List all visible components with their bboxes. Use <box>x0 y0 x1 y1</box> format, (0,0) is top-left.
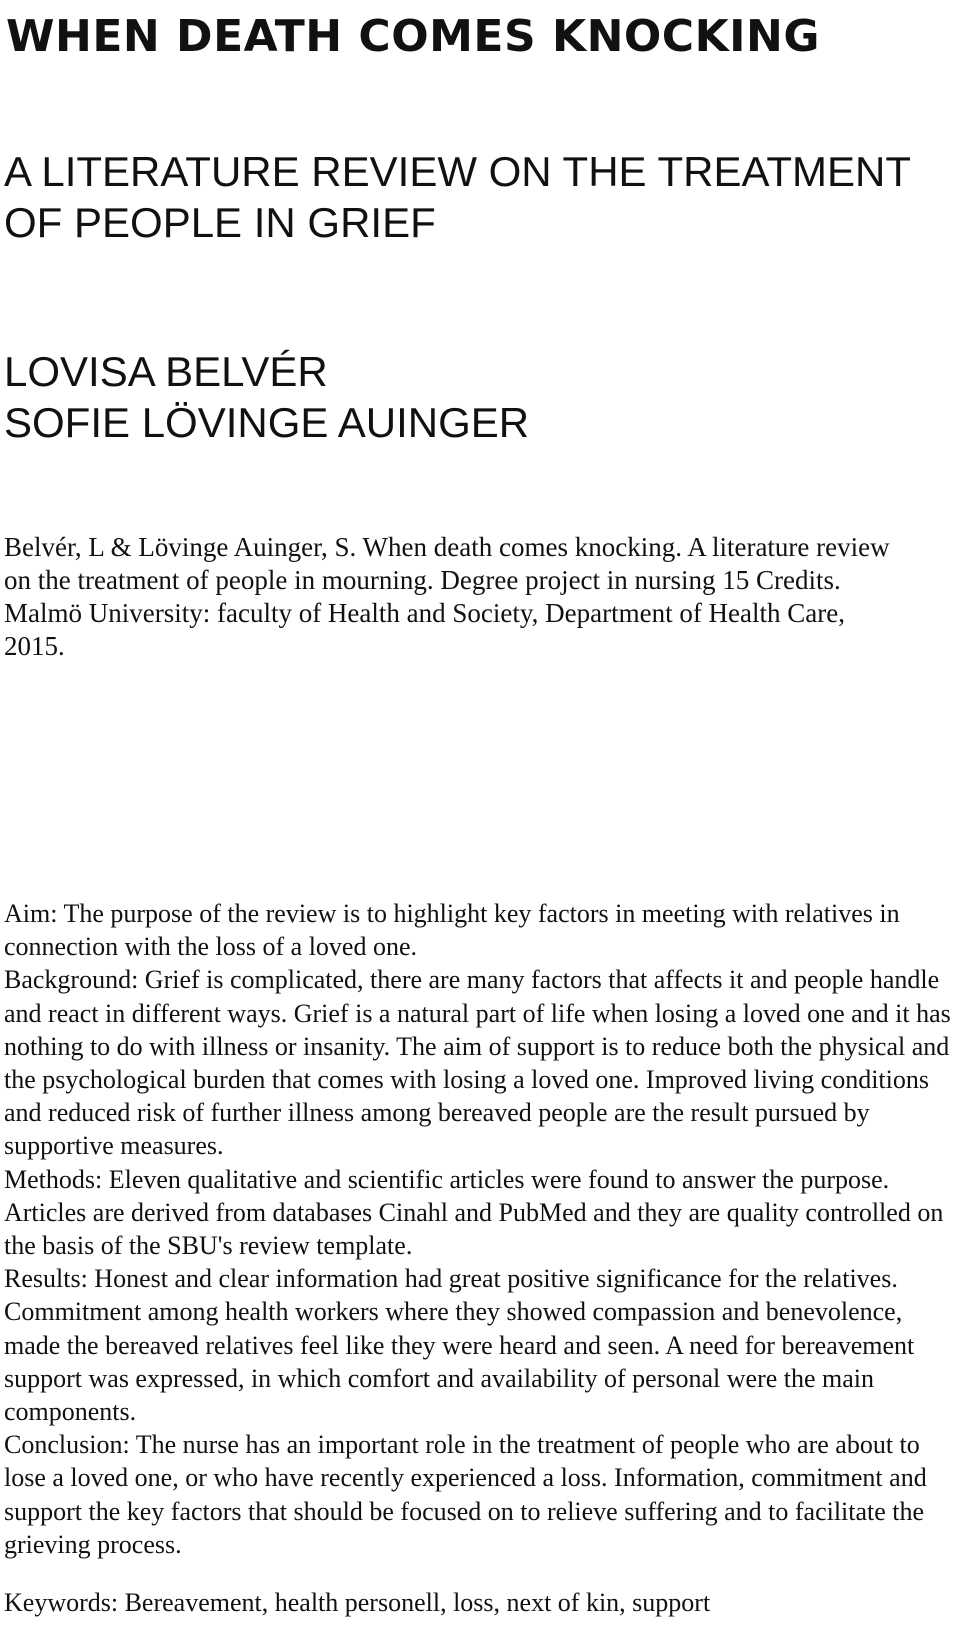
citation-paragraph: Belvér, L & Lövinge Auinger, S. When death comes knocking. A literature review on the treatment of people in mourning. Degree project in nursing 15 Credits. Malmö University: faculty of Health and Society, Department of Health Care, 2015. <box>4 532 890 661</box>
document-subtitle: A LITERATURE REVIEW ON THE TREATMENT OF PEOPLE IN GRIEF <box>4 148 911 246</box>
keywords-line: Keywords: Bereavement, health personell, loss, next of kin, support <box>4 1588 711 1617</box>
abstract-results: Results: Honest and clear information had great positive significance for the relatives. Commitment among health workers where they showed compassion and benevolence, made the bereaved relatives feel like they were heard and seen. A need for bereavement support was expressed, in which comfort and availability of personal were the main components. <box>4 1264 915 1427</box>
author-name: LOVISA BELVÉR <box>4 348 328 395</box>
author-name: SOFIE LÖVINGE AUINGER <box>4 399 530 446</box>
abstract-methods: Methods: Eleven qualitative and scientific articles were found to answer the purpose. Articles are derived from databases Cinahl and PubMed and they are quality controlled on the basis of the SBU's review template. <box>4 1164 944 1261</box>
author-list <box>4 346 529 448</box>
abstract-section <box>4 897 959 1561</box>
document-title: WHEN DEATH COMES KNOCKING <box>6 11 820 62</box>
abstract-conclusion: Conclusion: The nurse has an important role in the treatment of people who are about to lose a loved one, or who have recently experienced a loss. Information, commitment and support the key factors that should be focused on to relieve suffering and to facilitate the grieving process. <box>4 1430 927 1559</box>
abstract-aim: Aim: The purpose of the review is to highlight key factors in meeting with relatives in connection with the loss of a loved one. <box>4 899 900 962</box>
abstract-background: Background: Grief is complicated, there are many factors that affects it and people handle and react in different ways. Grief is a natural part of life when losing a loved one and it has nothing to do with illness or insanity. The aim of support is to reduce both the physical and the psychological burden that comes with losing a loved one. Improved living conditions and reduced risk of further illness among bereaved people are the result pursued by supportive measures. <box>4 965 951 1161</box>
